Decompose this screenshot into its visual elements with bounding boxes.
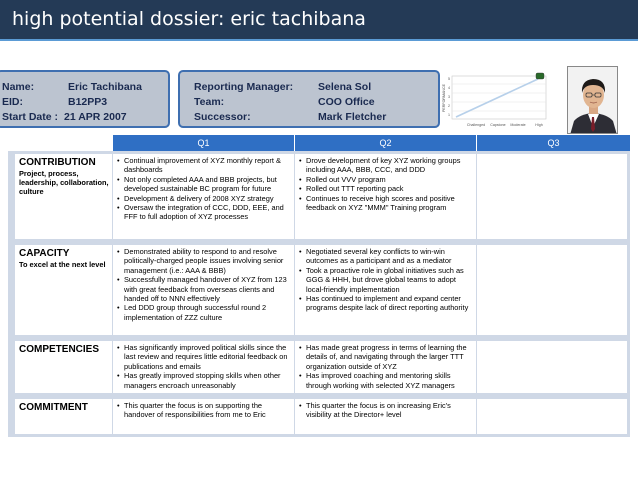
row-subtitle: Project, process, leadership, collaboration, culture: [19, 169, 109, 196]
employee-portrait: [568, 67, 618, 134]
bullet-item: • Rolled out TTT reporting pack: [299, 184, 474, 193]
bullet-item: • Has improved coaching and mentoring skills through working with selected XYZ managers: [299, 371, 474, 390]
performance-mini-chart: [442, 70, 550, 132]
current-position-marker: [536, 73, 544, 79]
column-header-q2: Q2: [295, 135, 476, 151]
row-title: CONTRIBUTION: [19, 157, 96, 168]
bullet-item: • Led DDD group through successful round 2 implementation of ZZZ culture: [117, 303, 292, 322]
q2-cell: [295, 154, 476, 239]
bullet-item: • Has made great progress in terms of learning the details of, and navigating through the larger TTT organization outside of XYZ: [299, 343, 474, 371]
row-title: CAPACITY: [19, 248, 70, 259]
bullet-item: • Continues to receive high scores and positive feedback on XYZ "MMM" Training program: [299, 194, 474, 213]
bullet-item: • Continual improvement of XYZ monthly report & dashboards: [117, 156, 292, 175]
employee-info-box: [0, 70, 170, 128]
successor-label: Successor:: [194, 111, 251, 123]
eid-value: B12PP3: [68, 96, 108, 108]
successor-value: Mark Fletcher: [318, 111, 387, 123]
row-label-capacity: [15, 245, 112, 335]
q3-cell: [477, 154, 627, 239]
employee-photo: [567, 66, 618, 134]
start-date-label: Start Date :: [2, 111, 59, 123]
team-value: COO Office: [318, 96, 375, 108]
bullet-item: • This quarter the focus is on supporting the handover of responsibilities from me to Eric: [117, 401, 292, 420]
q2-bullets: [295, 154, 476, 212]
xtick-label: Moderate: [510, 123, 526, 127]
q1-cell: [113, 399, 294, 434]
row-label-commitment: [15, 399, 112, 434]
ytick-label: 3: [448, 95, 450, 99]
start-date-value: 21 APR 2007: [64, 111, 127, 123]
ytick-label: 5: [448, 77, 450, 81]
row-title: COMPETENCIES: [19, 344, 100, 355]
q2-cell: [295, 245, 476, 335]
ytick-label: 4: [448, 86, 450, 90]
q3-cell: [477, 399, 627, 434]
q1-bullets: [113, 245, 294, 322]
performance-chart-svg: [442, 70, 550, 132]
row-title: COMMITMENT: [19, 402, 88, 413]
bullet-item: • This quarter the focus is on increasing Eric's visibility at the Director+ level: [299, 401, 474, 420]
eid-label: EID:: [2, 96, 23, 108]
q2-bullets: [295, 341, 476, 390]
q2-cell: [295, 341, 476, 393]
bullet-item: • Development & delivery of 2008 XYZ strategy: [117, 194, 292, 203]
bullet-item: • Drove development of key XYZ working groups including AAA, BBB, CCC, and DDD: [299, 156, 474, 175]
q1-cell: [113, 245, 294, 335]
q2-bullets: [295, 245, 476, 313]
name-label: Name:: [2, 81, 35, 93]
q2-bullets: [295, 399, 476, 420]
title-underline: [0, 39, 638, 41]
column-header-q1: Q1: [113, 135, 294, 151]
manager-label: Reporting Manager:: [194, 81, 294, 93]
ytick-label: 2: [448, 104, 450, 108]
q1-bullets: [113, 399, 294, 420]
bullet-item: • Took a proactive role in global initiatives such as GGG & HHH, but drove global teams to adopt local-friendly implementation: [299, 266, 474, 294]
chart-ylabel: PERFORMANCE: [442, 84, 446, 112]
bullet-item: • Not only completed AAA and BBB projects, but developed sustainable BC program for future: [117, 175, 292, 194]
bullet-item: • Successfully managed handover of XYZ from 123 with great feedback from overseas clients and handed off to NNN effectively: [117, 275, 292, 303]
xtick-label: Challenged: [466, 123, 486, 127]
manager-value: Selena Sol: [318, 81, 372, 93]
reporting-info-box: [178, 70, 440, 128]
bullet-item: • Has greatly improved stopping skills when other managers encroach unreasonably: [117, 371, 292, 390]
ytick-label: 1: [448, 113, 450, 117]
name-value: Eric Tachibana: [68, 81, 142, 93]
bullet-item: • Rolled out VVV program: [299, 175, 474, 184]
xtick-label: High: [535, 123, 543, 127]
xtick-label: Capstone: [490, 123, 506, 127]
title-bar: [0, 0, 638, 39]
q1-bullets: [113, 154, 294, 222]
bullet-item: • Negotiated several key conflicts to win-win outcomes as a participant and as a mediator: [299, 247, 474, 266]
team-label: Team:: [194, 96, 225, 108]
q3-cell: [477, 341, 627, 393]
q1-cell: [113, 341, 294, 393]
q2-cell: [295, 399, 476, 434]
q1-cell: [113, 154, 294, 239]
q1-bullets: [113, 341, 294, 390]
bullet-item: • Oversaw the integration of CCC, DDD, EEE, and FFF to full adoption of XYZ processes: [117, 203, 292, 222]
row-label-competencies: [15, 341, 112, 393]
bullet-item: • Has continued to implement and expand center programs despite lack of direct reporting authority: [299, 294, 474, 313]
q3-cell: [477, 245, 627, 335]
row-label-contribution: [15, 154, 112, 239]
page-title: high potential dossier: eric tachibana: [12, 8, 366, 30]
bullet-item: • Has significantly improved political skills since the last review and requires little editorial feedback on publications and emails: [117, 343, 292, 371]
column-header-q3: Q3: [477, 135, 630, 151]
bullet-item: • Demonstrated ability to respond to and resolve politically-charged people issues involving senior management (i.e.: AAA & BBB): [117, 247, 292, 275]
row-subtitle: To excel at the next level: [19, 260, 106, 269]
